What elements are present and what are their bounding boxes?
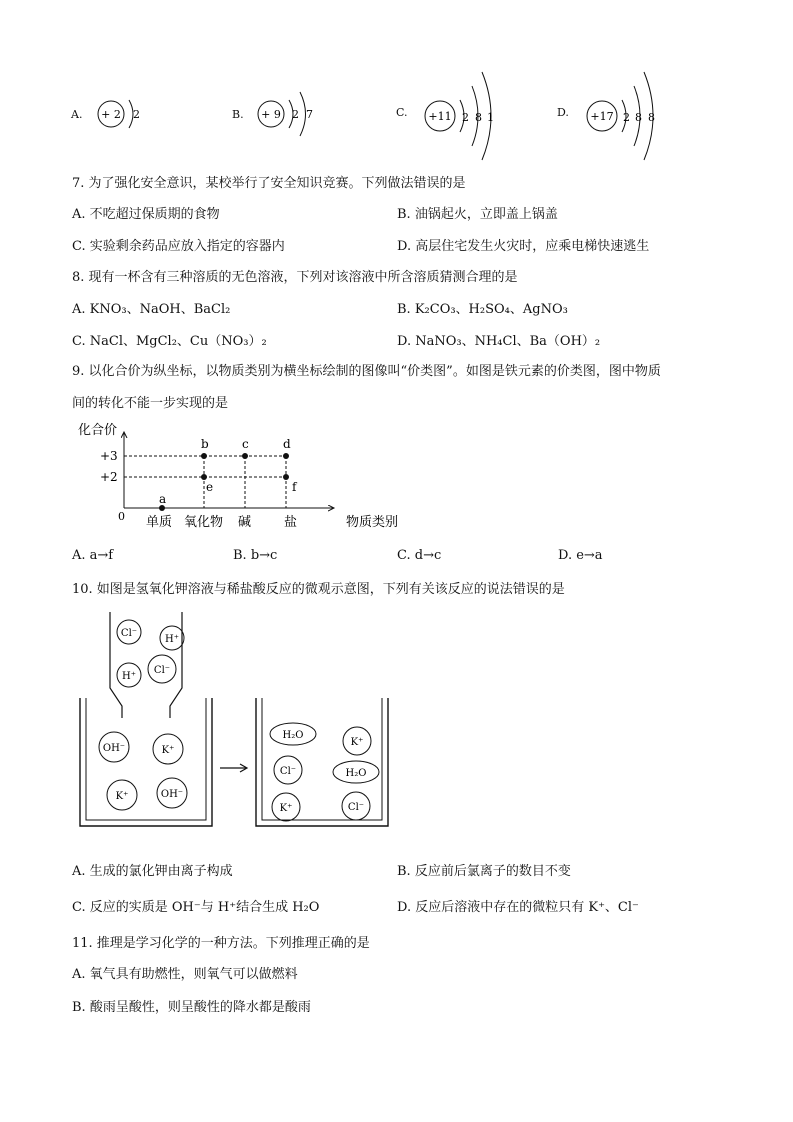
valence-class-chart <box>72 416 399 536</box>
category-label: 碱 <box>238 515 252 530</box>
atom-d-shell-2: 8 <box>635 111 642 124</box>
funnel-ion-1: Cl⁻ <box>120 628 138 639</box>
beaker-1-outer <box>80 698 212 826</box>
x-axis-label: 物质类别 <box>346 515 399 530</box>
q9-option-c[interactable]: C. d→c <box>397 548 442 563</box>
point-d <box>283 453 289 459</box>
beaker-2-ellipse-1: H₂O <box>282 730 304 741</box>
point-label-c: c <box>242 437 249 451</box>
q9-option-d[interactable]: D. e→a <box>558 548 603 563</box>
point-b <box>201 453 207 459</box>
q7-option-a[interactable]: A. 不吃超过保质期的食物 <box>72 207 220 222</box>
q10-option-d[interactable]: D. 反应后溶液中存在的微粒只有 K⁺、Cl⁻ <box>397 900 639 915</box>
category-label: 单质 <box>146 515 173 530</box>
q7-option-c[interactable]: C. 实验剩余药品应放入指定的容器内 <box>72 239 285 254</box>
beaker-2-ion-3: K⁺ <box>279 803 293 814</box>
beaker-2-ion-4: Cl⁻ <box>347 802 365 813</box>
category-label: 氧化物 <box>184 515 224 530</box>
point-f <box>283 474 289 480</box>
atom-c-nucleus: +11 <box>428 110 452 123</box>
q6-option-c-letter[interactable]: C. <box>396 106 408 119</box>
q6-option-b-letter[interactable]: B. <box>232 108 244 121</box>
q10-stem: 10. 如图是氢氧化钾溶液与稀盐酸反应的微观示意图，下列有关该反应的说法错误的是 <box>72 582 565 597</box>
atom-a-shell-1: 2 <box>133 108 140 121</box>
q8-option-d[interactable]: D. NaNO₃、NH₄Cl、Ba（OH）₂ <box>397 334 601 349</box>
funnel-ion-4: Cl⁻ <box>153 665 171 676</box>
y-axis-label: 化合价 <box>78 423 118 438</box>
q10-option-a[interactable]: A. 生成的氯化钾由离子构成 <box>72 864 233 879</box>
atom-b-shell-1: 2 <box>292 108 299 121</box>
q11-stem: 11. 推理是学习化学的一种方法。下列推理正确的是 <box>72 936 370 951</box>
point-label-a: a <box>159 492 167 506</box>
q7-stem: 7. 为了强化安全意识，某校举行了安全知识竞赛。下列做法错误的是 <box>72 176 466 191</box>
q8-option-a[interactable]: A. KNO₃、NaOH、BaCl₂ <box>72 302 231 317</box>
funnel-ion-3: H⁺ <box>122 671 136 682</box>
origin-label: 0 <box>118 510 125 523</box>
point-label-e: e <box>206 480 214 494</box>
beaker-1-ion-3: K⁺ <box>115 791 129 802</box>
q6-option-a-letter[interactable]: A. <box>71 108 83 121</box>
q11-option-b[interactable]: B. 酸雨呈酸性，则呈酸性的降水都是酸雨 <box>72 1000 311 1015</box>
beaker-2-outer <box>256 698 388 826</box>
atom-diagram-a <box>95 90 155 140</box>
point-label-b: b <box>201 437 209 451</box>
atom-diagram-d <box>582 64 672 164</box>
category-label: 盐 <box>284 515 298 530</box>
point-label-d: d <box>283 437 291 451</box>
q10-option-c[interactable]: C. 反应的实质是 OH⁻与 H⁺结合生成 H₂O <box>72 900 320 915</box>
funnel-right-wall <box>170 612 182 718</box>
atom-diagram-c <box>420 64 510 164</box>
point-c <box>242 453 248 459</box>
q7-option-d[interactable]: D. 高层住宅发生火灾时，应乘电梯快速逃生 <box>397 239 650 254</box>
beaker-1-ion-4: OH⁻ <box>160 789 184 800</box>
q10-option-b[interactable]: B. 反应前后氯离子的数目不变 <box>397 864 571 879</box>
atom-c-shell-1: 2 <box>462 111 469 124</box>
q9-option-a[interactable]: A. a→f <box>72 548 114 563</box>
reaction-diagram <box>72 608 402 836</box>
atom-d-nucleus: +17 <box>590 110 614 123</box>
q8-option-c[interactable]: C. NaCl、MgCl₂、Cu（NO₃）₂ <box>72 334 267 349</box>
funnel-ion-2: H⁺ <box>165 634 179 645</box>
atom-c-shell-2: 8 <box>475 111 482 124</box>
atom-diagram-b <box>253 82 328 144</box>
q6-option-d-letter[interactable]: D. <box>557 106 569 119</box>
beaker-1-ion-2: K⁺ <box>161 745 175 756</box>
atom-d-shell-1: 2 <box>623 111 630 124</box>
y-tick-label: +2 <box>100 470 118 484</box>
q9-option-b[interactable]: B. b→c <box>233 548 278 563</box>
beaker-2-ion-2: Cl⁻ <box>279 766 297 777</box>
atom-d-shell-3: 8 <box>648 111 655 124</box>
atom-c-shell-3: 1 <box>487 111 494 124</box>
q8-stem: 8. 现有一杯含有三种溶质的无色溶液，下列对该溶液中所含溶质猜测合理的是 <box>72 270 518 285</box>
beaker-1-inner <box>86 698 206 820</box>
q9-stem-line-1: 9. 以化合价为纵坐标，以物质类别为横坐标绘制的图像叫“价类图”。如图是铁元素的价类图，图中物质 <box>72 364 661 379</box>
y-tick-label: +3 <box>100 449 118 463</box>
point-label-f: f <box>292 480 297 494</box>
q7-option-b[interactable]: B. 油锅起火，立即盖上锅盖 <box>397 207 558 222</box>
beaker-2-ion-1: K⁺ <box>350 737 364 748</box>
q8-option-b[interactable]: B. K₂CO₃、H₂SO₄、AgNO₃ <box>397 302 568 317</box>
atom-a-nucleus: + 2 <box>101 108 121 121</box>
atom-b-shell-2: 7 <box>306 108 313 121</box>
beaker-2-ellipse-2: H₂O <box>345 768 367 779</box>
beaker-1-ion-1: OH⁻ <box>102 743 126 754</box>
atom-b-nucleus: + 9 <box>261 108 281 121</box>
q9-stem-line-2: 间的转化不能一步实现的是 <box>72 396 229 411</box>
q11-option-a[interactable]: A. 氧气具有助燃性，则氧气可以做燃料 <box>72 967 298 982</box>
